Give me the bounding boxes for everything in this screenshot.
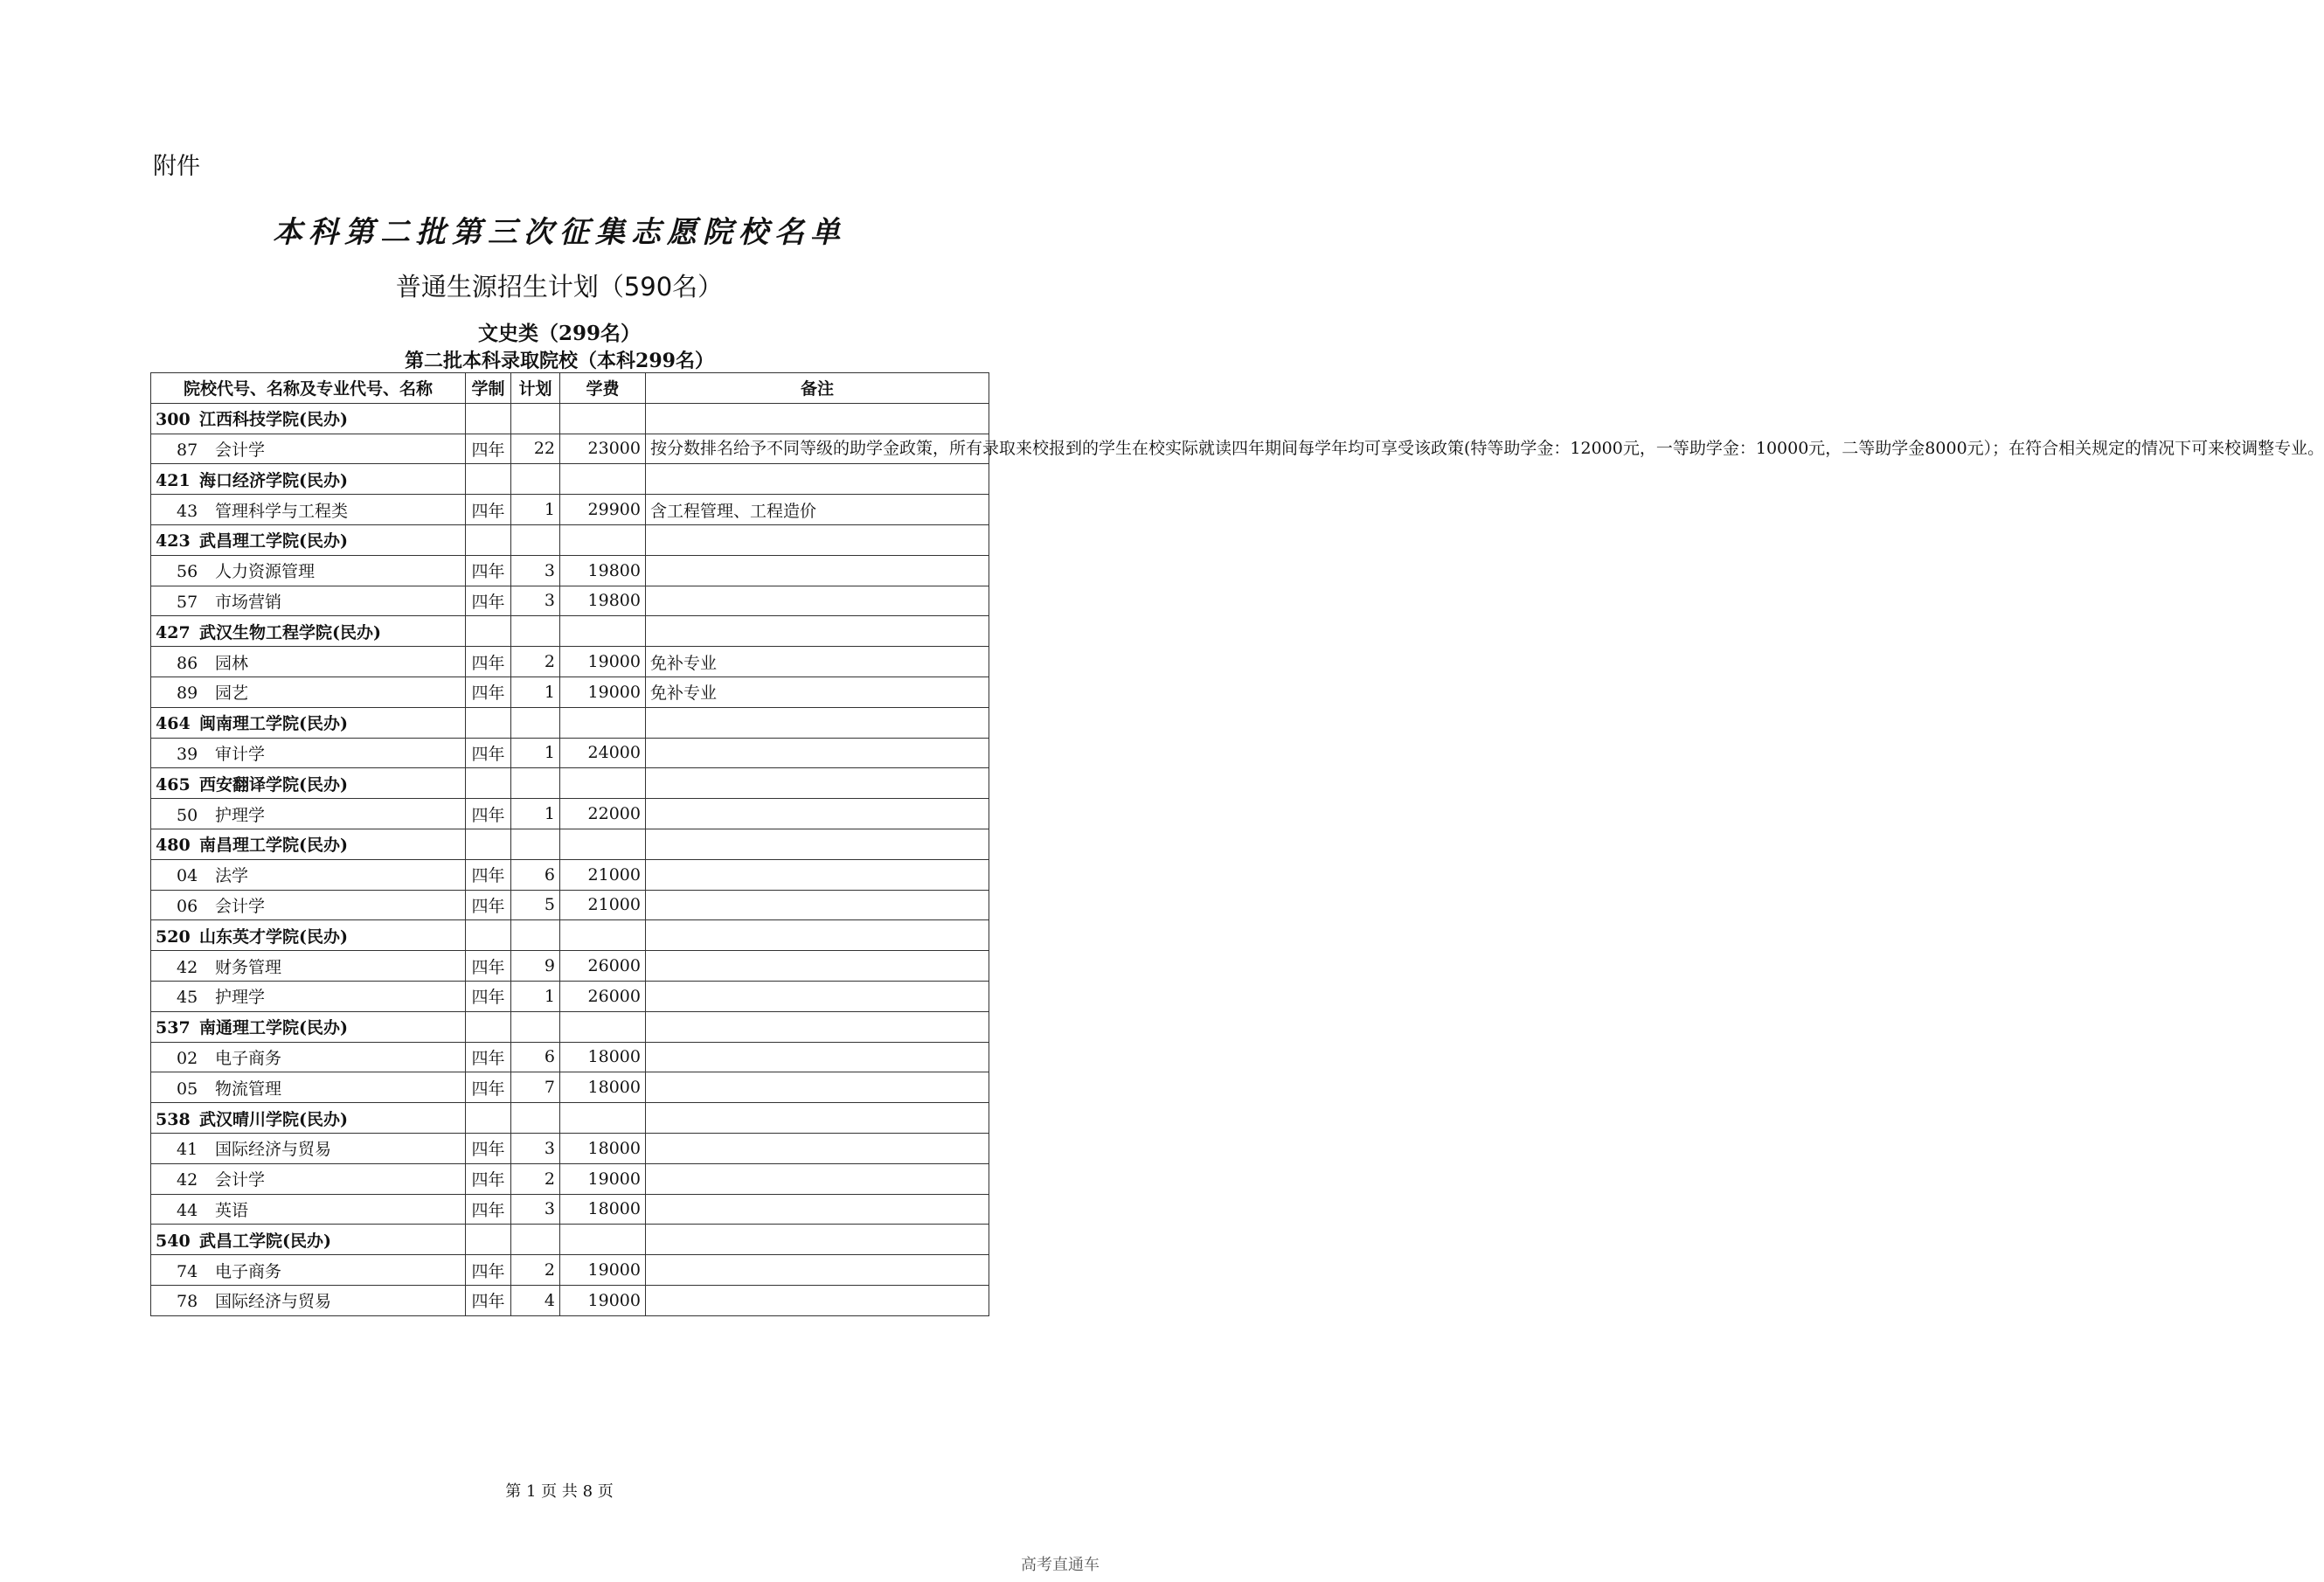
empty-cell xyxy=(646,403,989,434)
major-fee: 23000 xyxy=(560,434,646,464)
major-duration: 四年 xyxy=(466,647,511,677)
header-school-major: 院校代号、名称及专业代号、名称 xyxy=(151,373,466,404)
major-cell xyxy=(151,586,466,616)
major-fee: 26000 xyxy=(560,951,646,982)
major-row xyxy=(151,859,989,890)
empty-cell xyxy=(646,524,989,555)
major-fee: 18000 xyxy=(560,1133,646,1163)
major-code: 04 xyxy=(177,866,198,886)
major-cell xyxy=(151,495,466,525)
major-duration: 四年 xyxy=(466,890,511,920)
empty-cell xyxy=(511,464,560,495)
major-note xyxy=(646,799,989,829)
major-note xyxy=(646,981,989,1011)
major-code: 86 xyxy=(177,653,198,673)
school-name: 南昌理工学院(民办) xyxy=(199,836,348,856)
major-note: 按分数排名给予不同等级的助学金政策，所有录取来校报到的学生在校实际就读四年期间每学年均可享受该政策(特等助学金：12000元，一等助学金：10000元，二等助学金8000元）；在符合相关规定的情况下可来校调整专业。 xyxy=(646,434,989,464)
major-fee: 19800 xyxy=(560,555,646,586)
empty-cell xyxy=(466,464,511,495)
major-code: 74 xyxy=(177,1261,198,1281)
empty-cell xyxy=(511,768,560,799)
major-note xyxy=(646,1133,989,1163)
major-name: 财务管理 xyxy=(215,957,282,977)
empty-cell xyxy=(646,1225,989,1255)
major-duration: 四年 xyxy=(466,738,511,768)
school-row xyxy=(151,707,989,738)
empty-cell xyxy=(511,1103,560,1134)
empty-cell xyxy=(466,707,511,738)
school-name: 武汉生物工程学院(民办) xyxy=(199,622,381,642)
major-plan: 9 xyxy=(511,951,560,982)
major-note xyxy=(646,1163,989,1194)
major-note xyxy=(646,1255,989,1286)
school-row xyxy=(151,768,989,799)
major-row xyxy=(151,1133,989,1163)
empty-cell xyxy=(646,829,989,859)
major-name: 法学 xyxy=(215,866,249,886)
school-code: 538 xyxy=(156,1109,191,1129)
major-plan: 1 xyxy=(511,677,560,707)
header-duration: 学制 xyxy=(466,373,511,404)
major-duration: 四年 xyxy=(466,1285,511,1315)
school-name: 山东英才学院(民办) xyxy=(199,926,348,947)
major-code: 43 xyxy=(177,501,198,521)
major-note xyxy=(646,951,989,982)
empty-cell xyxy=(560,403,646,434)
school-code: 427 xyxy=(156,622,191,642)
major-fee: 19000 xyxy=(560,647,646,677)
major-name: 管理科学与工程类 xyxy=(215,501,349,521)
major-cell xyxy=(151,1133,466,1163)
major-name: 会计学 xyxy=(215,440,266,460)
major-note: 免补专业 xyxy=(646,647,989,677)
major-plan: 6 xyxy=(511,1042,560,1072)
school-row xyxy=(151,403,989,434)
major-row xyxy=(151,434,989,464)
empty-cell xyxy=(511,1011,560,1042)
major-duration: 四年 xyxy=(466,1255,511,1286)
school-code: 421 xyxy=(156,470,191,490)
major-duration: 四年 xyxy=(466,1072,511,1103)
empty-cell xyxy=(646,1011,989,1042)
major-code: 87 xyxy=(177,440,198,460)
major-name: 会计学 xyxy=(215,1170,266,1190)
school-code: 540 xyxy=(156,1231,191,1251)
major-code: 41 xyxy=(177,1140,198,1160)
major-duration: 四年 xyxy=(466,981,511,1011)
major-duration: 四年 xyxy=(466,1163,511,1194)
school-code: 423 xyxy=(156,531,191,552)
empty-cell xyxy=(560,920,646,951)
major-fee: 19000 xyxy=(560,1285,646,1315)
major-note xyxy=(646,555,989,586)
major-fee: 21000 xyxy=(560,890,646,920)
major-cell xyxy=(151,799,466,829)
major-code: 42 xyxy=(177,957,198,977)
major-name: 英语 xyxy=(215,1200,249,1220)
major-code: 89 xyxy=(177,683,198,704)
empty-cell xyxy=(560,707,646,738)
major-cell xyxy=(151,555,466,586)
major-plan: 2 xyxy=(511,647,560,677)
school-name: 西安翻译学院(民办) xyxy=(199,774,348,794)
major-row xyxy=(151,647,989,677)
school-name: 江西科技学院(民办) xyxy=(199,410,348,430)
empty-cell xyxy=(646,920,989,951)
major-cell xyxy=(151,1194,466,1225)
empty-cell xyxy=(646,1103,989,1134)
major-fee: 18000 xyxy=(560,1042,646,1072)
school-cell xyxy=(151,1103,466,1134)
header-fee: 学费 xyxy=(560,373,646,404)
school-code: 537 xyxy=(156,1018,191,1038)
document-title: 本科第二批第三次征集志愿院校名单 xyxy=(273,215,846,250)
major-name: 人力资源管理 xyxy=(215,562,316,582)
major-duration: 四年 xyxy=(466,434,511,464)
empty-cell xyxy=(560,616,646,647)
major-row xyxy=(151,555,989,586)
major-duration: 四年 xyxy=(466,677,511,707)
major-name: 护理学 xyxy=(215,805,266,825)
major-code: 05 xyxy=(177,1079,198,1099)
school-name: 海口经济学院(民办) xyxy=(199,470,348,490)
major-plan: 2 xyxy=(511,1255,560,1286)
major-cell xyxy=(151,951,466,982)
major-fee: 22000 xyxy=(560,799,646,829)
major-code: 56 xyxy=(177,562,198,582)
major-plan: 1 xyxy=(511,981,560,1011)
major-fee: 29900 xyxy=(560,495,646,525)
school-code: 465 xyxy=(156,774,191,794)
major-row xyxy=(151,1255,989,1286)
major-code: 50 xyxy=(177,805,198,825)
school-cell xyxy=(151,616,466,647)
empty-cell xyxy=(511,707,560,738)
major-name: 国际经济与贸易 xyxy=(215,1140,332,1160)
major-cell xyxy=(151,1285,466,1315)
major-code: 06 xyxy=(177,896,198,916)
major-plan: 4 xyxy=(511,1285,560,1315)
major-note xyxy=(646,1042,989,1072)
empty-cell xyxy=(466,920,511,951)
empty-cell xyxy=(560,464,646,495)
major-cell xyxy=(151,677,466,707)
major-plan: 1 xyxy=(511,799,560,829)
empty-cell xyxy=(511,616,560,647)
school-cell xyxy=(151,707,466,738)
school-cell xyxy=(151,920,466,951)
major-plan: 1 xyxy=(511,738,560,768)
major-row xyxy=(151,1072,989,1103)
major-code: 45 xyxy=(177,988,198,1008)
major-fee: 19800 xyxy=(560,586,646,616)
empty-cell xyxy=(560,768,646,799)
major-note xyxy=(646,586,989,616)
school-code: 464 xyxy=(156,714,191,734)
major-note xyxy=(646,738,989,768)
major-code: 78 xyxy=(177,1292,198,1312)
major-duration: 四年 xyxy=(466,1133,511,1163)
major-plan: 3 xyxy=(511,1133,560,1163)
empty-cell xyxy=(466,768,511,799)
empty-cell xyxy=(646,768,989,799)
major-name: 护理学 xyxy=(215,988,266,1008)
major-fee: 19000 xyxy=(560,1163,646,1194)
school-cell xyxy=(151,768,466,799)
school-row xyxy=(151,1103,989,1134)
major-row xyxy=(151,981,989,1011)
major-duration: 四年 xyxy=(466,1194,511,1225)
admission-plan-table xyxy=(150,372,2324,1316)
school-row xyxy=(151,464,989,495)
major-cell xyxy=(151,1255,466,1286)
major-duration: 四年 xyxy=(466,951,511,982)
major-cell xyxy=(151,1163,466,1194)
page-number: 第 1 页 共 8 页 xyxy=(505,1482,614,1501)
empty-cell xyxy=(560,829,646,859)
empty-cell xyxy=(560,1225,646,1255)
empty-cell xyxy=(466,403,511,434)
major-fee: 19000 xyxy=(560,677,646,707)
empty-cell xyxy=(466,1225,511,1255)
major-code: 39 xyxy=(177,744,198,764)
major-fee: 21000 xyxy=(560,859,646,890)
empty-cell xyxy=(646,616,989,647)
empty-cell xyxy=(560,524,646,555)
empty-cell xyxy=(466,616,511,647)
major-name: 园艺 xyxy=(215,683,249,704)
major-row xyxy=(151,1285,989,1315)
school-name: 南通理工学院(民办) xyxy=(199,1018,348,1038)
empty-cell xyxy=(560,1103,646,1134)
major-duration: 四年 xyxy=(466,1042,511,1072)
empty-cell xyxy=(511,403,560,434)
major-cell xyxy=(151,890,466,920)
major-row xyxy=(151,890,989,920)
major-row xyxy=(151,1163,989,1194)
major-note: 含工程管理、工程造价 xyxy=(646,495,989,525)
major-name: 会计学 xyxy=(215,896,266,916)
major-cell xyxy=(151,981,466,1011)
major-name: 市场营销 xyxy=(215,592,282,612)
school-row xyxy=(151,1011,989,1042)
school-row xyxy=(151,1225,989,1255)
major-name: 审计学 xyxy=(215,744,266,764)
major-name: 园林 xyxy=(215,653,249,673)
major-cell xyxy=(151,859,466,890)
major-plan: 3 xyxy=(511,586,560,616)
major-plan: 1 xyxy=(511,495,560,525)
school-row xyxy=(151,920,989,951)
major-code: 57 xyxy=(177,592,198,612)
major-duration: 四年 xyxy=(466,859,511,890)
major-cell xyxy=(151,1042,466,1072)
major-plan: 3 xyxy=(511,1194,560,1225)
major-plan: 6 xyxy=(511,859,560,890)
major-duration: 四年 xyxy=(466,586,511,616)
table-header-row xyxy=(151,373,989,404)
header-note: 备注 xyxy=(646,373,989,404)
major-note xyxy=(646,1194,989,1225)
school-code: 300 xyxy=(156,410,191,430)
school-name: 闽南理工学院(民办) xyxy=(199,714,348,734)
school-cell xyxy=(151,464,466,495)
major-code: 42 xyxy=(177,1170,198,1190)
school-cell xyxy=(151,1011,466,1042)
empty-cell xyxy=(511,524,560,555)
empty-cell xyxy=(466,524,511,555)
major-duration: 四年 xyxy=(466,555,511,586)
major-name: 物流管理 xyxy=(215,1079,282,1099)
school-cell xyxy=(151,829,466,859)
major-row xyxy=(151,738,989,768)
school-code: 480 xyxy=(156,836,191,856)
batch-title: 第二批本科录取院校（本科299名） xyxy=(405,350,714,372)
major-row xyxy=(151,586,989,616)
major-cell xyxy=(151,647,466,677)
major-cell xyxy=(151,738,466,768)
major-code: 02 xyxy=(177,1048,198,1068)
major-fee: 19000 xyxy=(560,1255,646,1286)
major-name: 国际经济与贸易 xyxy=(215,1292,332,1312)
major-plan: 5 xyxy=(511,890,560,920)
major-row xyxy=(151,951,989,982)
major-note xyxy=(646,1285,989,1315)
empty-cell xyxy=(511,1225,560,1255)
empty-cell xyxy=(466,1011,511,1042)
empty-cell xyxy=(466,1103,511,1134)
attachment-label: 附件 xyxy=(153,153,200,180)
table-body xyxy=(151,403,2324,1315)
major-fee: 18000 xyxy=(560,1194,646,1225)
school-row xyxy=(151,524,989,555)
major-cell xyxy=(151,1072,466,1103)
major-plan: 7 xyxy=(511,1072,560,1103)
major-name: 电子商务 xyxy=(215,1261,282,1281)
header-plan: 计划 xyxy=(511,373,560,404)
major-row xyxy=(151,677,989,707)
major-note: 免补专业 xyxy=(646,677,989,707)
school-name: 武昌工学院(民办) xyxy=(199,1231,331,1251)
major-code: 44 xyxy=(177,1200,198,1220)
major-fee: 24000 xyxy=(560,738,646,768)
major-duration: 四年 xyxy=(466,495,511,525)
school-name: 武汉晴川学院(民办) xyxy=(199,1109,348,1129)
major-fee: 26000 xyxy=(560,981,646,1011)
major-note xyxy=(646,1072,989,1103)
major-name: 电子商务 xyxy=(215,1048,282,1068)
empty-cell xyxy=(560,1011,646,1042)
empty-cell xyxy=(646,464,989,495)
school-cell xyxy=(151,524,466,555)
major-row xyxy=(151,1042,989,1072)
empty-cell xyxy=(646,707,989,738)
major-row xyxy=(151,799,989,829)
school-name: 武昌理工学院(民办) xyxy=(199,531,348,552)
major-note xyxy=(646,890,989,920)
document-subtitle: 普通生源招生计划（590名） xyxy=(395,272,724,302)
school-cell xyxy=(151,1225,466,1255)
major-row xyxy=(151,495,989,525)
watermark: 高考直通车 xyxy=(1021,1556,1100,1574)
school-row xyxy=(151,829,989,859)
major-duration: 四年 xyxy=(466,799,511,829)
major-plan: 22 xyxy=(511,434,560,464)
major-plan: 3 xyxy=(511,555,560,586)
school-cell xyxy=(151,403,466,434)
school-code: 520 xyxy=(156,926,191,947)
major-cell xyxy=(151,434,466,464)
empty-cell xyxy=(466,829,511,859)
empty-cell xyxy=(511,829,560,859)
empty-cell xyxy=(511,920,560,951)
major-plan: 2 xyxy=(511,1163,560,1194)
major-fee: 18000 xyxy=(560,1072,646,1103)
major-row xyxy=(151,1194,989,1225)
school-row xyxy=(151,616,989,647)
category-title: 文史类（299名） xyxy=(477,322,641,345)
major-note xyxy=(646,859,989,890)
